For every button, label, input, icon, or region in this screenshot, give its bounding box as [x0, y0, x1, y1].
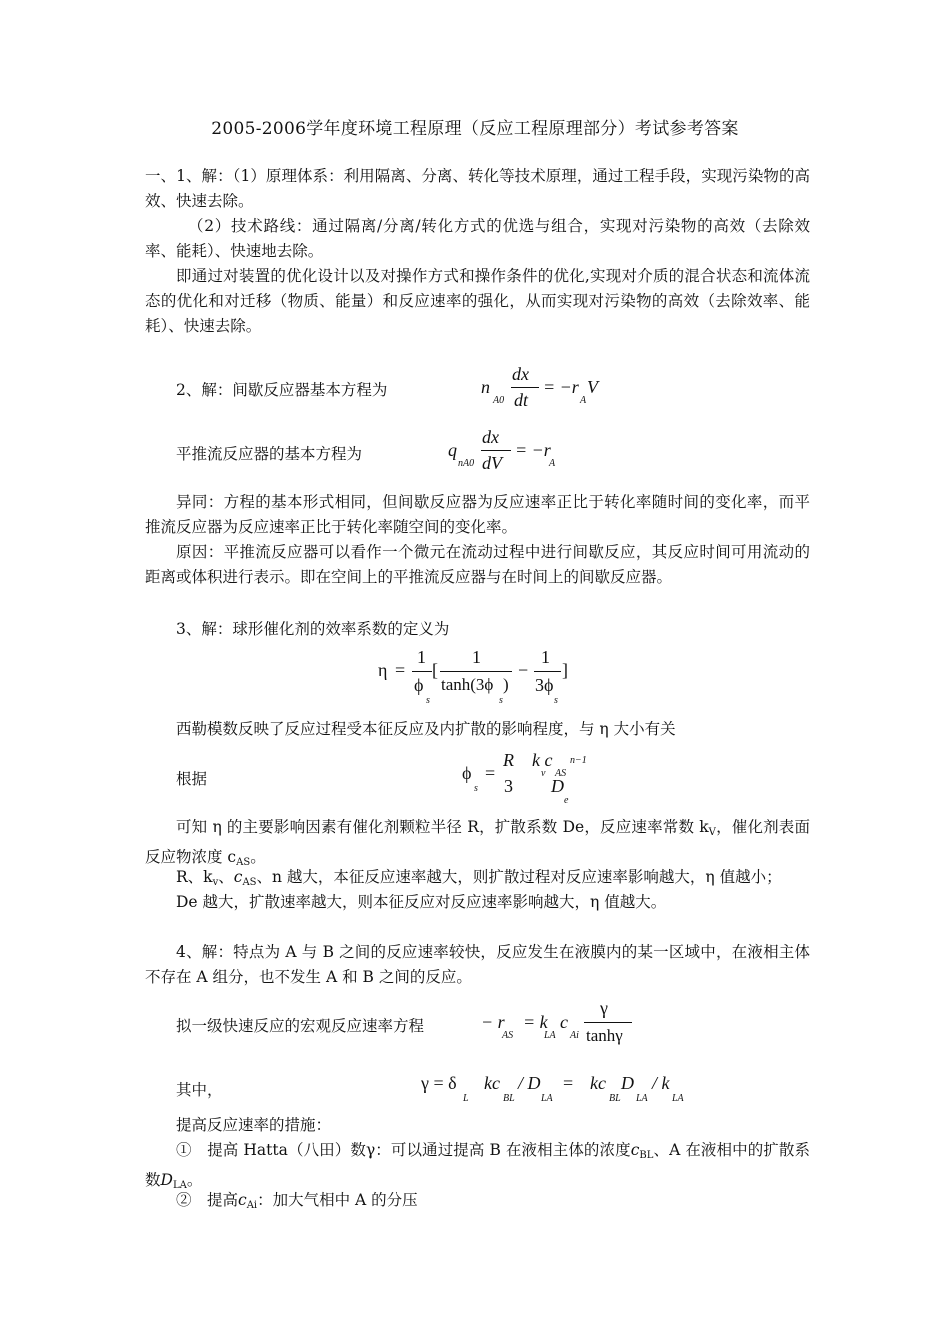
- q4-measures-heading: 提高反应速率的措施：: [176, 1116, 332, 1134]
- q2-reason: 原因：平推流反应器可以看作一个微元在流动过程中进行间歇反应，其反应时间可用流动的距离或体积进行表示。即在空间上的平推流反应器与在时间上的间歇反应器。: [145, 543, 810, 586]
- q2-pfr-label: 平推流反应器的基本方程为: [176, 445, 363, 463]
- q4-paragraph-1: 4、解：特点为 A 与 B 之间的反应速率较快，反应发生在液膜内的某一区域中，在液相主体不存在 A 组分，也不发生 A 和 B 之间的反应。: [145, 943, 810, 986]
- q3-label: 3、解：球形催化剂的效率系数的定义为: [176, 620, 450, 638]
- q4-measure-1: ① 提高 Hatta（八田）数γ：可以通过提高 B 在液相主体的浓度$c_{BL}$、A 在液相中的扩散系数$D_{LA}$。: [145, 1141, 810, 1191]
- q2-difference: 异同：方程的基本形式相同，但间歇反应器为反应速率正比于转化率随时间的变化率，而平推流反应器为反应速率正比于转化率随空间的变化率。: [145, 493, 810, 536]
- q3-effect-2: De 越大，扩散速率越大，则本征反应对反应速率影响越大，η 值越大。: [176, 893, 667, 911]
- q4-measure-2: ② 提高$c_{Ai}$：加大气相中 A 的分压: [176, 1191, 418, 1211]
- q1-paragraph-2: （2）技术路线：通过隔离/分离/转化方式的优选与组合，实现对污染物的高效（去除效率、能耗）、快速地去除。: [145, 217, 810, 260]
- q4-where: 其中，: [176, 1081, 223, 1099]
- q3-thiele-text: 西勒模数反映了反应过程受本征反应及内扩散的影响程度，与 η 大小有关: [176, 720, 676, 738]
- document-page: 2005-2006学年度环境工程原理（反应工程原理部分）考试参考答案 一、1、解：（1）原理体系：利用隔离、分离、转化等技术原理，通过工程手段，实现污染物的高效、快速去除。 （2）技术路线：通过隔离/分离/转化方式的优选与组合，实现对污染物的高效（去除效率、能耗）、快速地去除。 即通过对装置的优化设计以及对操作方式和操作条件的优化,实现对介质的混合状态和流体流态的优化和对迁移（物质、能量）和反应速率的强化，从而实现对污染物的高效（去除效率、能耗）、快速去除。 2、解：间歇反应器基本方程为 n A0 dx dt = −r A V 平推流反应器的基本方程为 q nA0 dx dV = −r A 异同：方程的基本形式相同，但间歇反应器为反应速率正比于转化率随时间的变化率，而平推流反应器为反应速率正比于转化率随空间的变化率。 原因：平推流反应器可以看作一个微元在流动过程中进行间歇反应，其反应时间可用流动的距离或体积进行表示。即在空间上的平推流反应器与在时间上的间歇反应器。 3、解：球形催化剂的效率系数的定义为 η = 1 ϕ s [ 1 tanh(3ϕ ) s − 1 3ϕ s ] 西勒模数反映了反应过程受本征反应及内扩散的影响程度，与 η 大小有关 根据 ϕ s = R 3 k c v AS n−1 D e 可知 η 的主要影响因素有催化剂颗粒半径 R，扩散系数 De，反应速率常数 $k_V$，催化剂表面反应物浓度 $c_{AS}$。 R、$k_v$、$c_{AS}$、n 越大，本征反应速率越大，则扩散过程对反应速率影响越大，η 值越小； De 越大，扩散速率越大，则本征反应对反应速率影响越大，η 值越大。 4、解：特点为 A 与 B 之间的反应速率较快，反应发生在液膜内的某一区域中，在液相主体不存在 A 组分，也不发生 A 和 B 之间的反应。 拟一级快速反应的宏观反应速率方程 − r AS = k LA c Ai γ tanhγ 其中， γ = δ L kc BL / D LA = kc BL D LA / k LA 提高反应速率的措施： ① 提高 Hatta（八田）数γ：可以通过提高 B 在液相主体的浓度$c_{BL}$、A 在液相中的扩散系数$D_{LA}$。 ② 提高$c_{Ai}$：加大气相中 A 的分压: [0, 0, 950, 1344]
- q4-rate-label: 拟一级快速反应的宏观反应速率方程: [176, 1017, 425, 1035]
- q1-paragraph-3: 即通过对装置的优化设计以及对操作方式和操作条件的优化,实现对介质的混合状态和流体流态的优化和对迁移（物质、能量）和反应速率的强化，从而实现对污染物的高效（去除效率、能耗）、快速去除。: [145, 267, 810, 335]
- q3-effect-1: R、$k_v$、$c_{AS}$、n 越大，本征反应速率越大，则扩散过程对反应速率影响越大，η 值越小；: [176, 868, 782, 888]
- q2-batch-label: 2、解：间歇反应器基本方程为: [176, 381, 388, 399]
- q1-paragraph-1: 一、1、解：（1）原理体系：利用隔离、分离、转化等技术原理，通过工程手段，实现污染物的高效、快速去除。: [145, 167, 810, 210]
- q3-basis-label: 根据: [176, 770, 208, 788]
- document-title: 2005-2006学年度环境工程原理（反应工程原理部分）考试参考答案: [211, 119, 739, 139]
- q3-factors: 可知 η 的主要影响因素有催化剂颗粒半径 R，扩散系数 De，反应速率常数 $k_V$，催化剂表面反应物浓度 $c_{AS}$。: [145, 818, 810, 868]
